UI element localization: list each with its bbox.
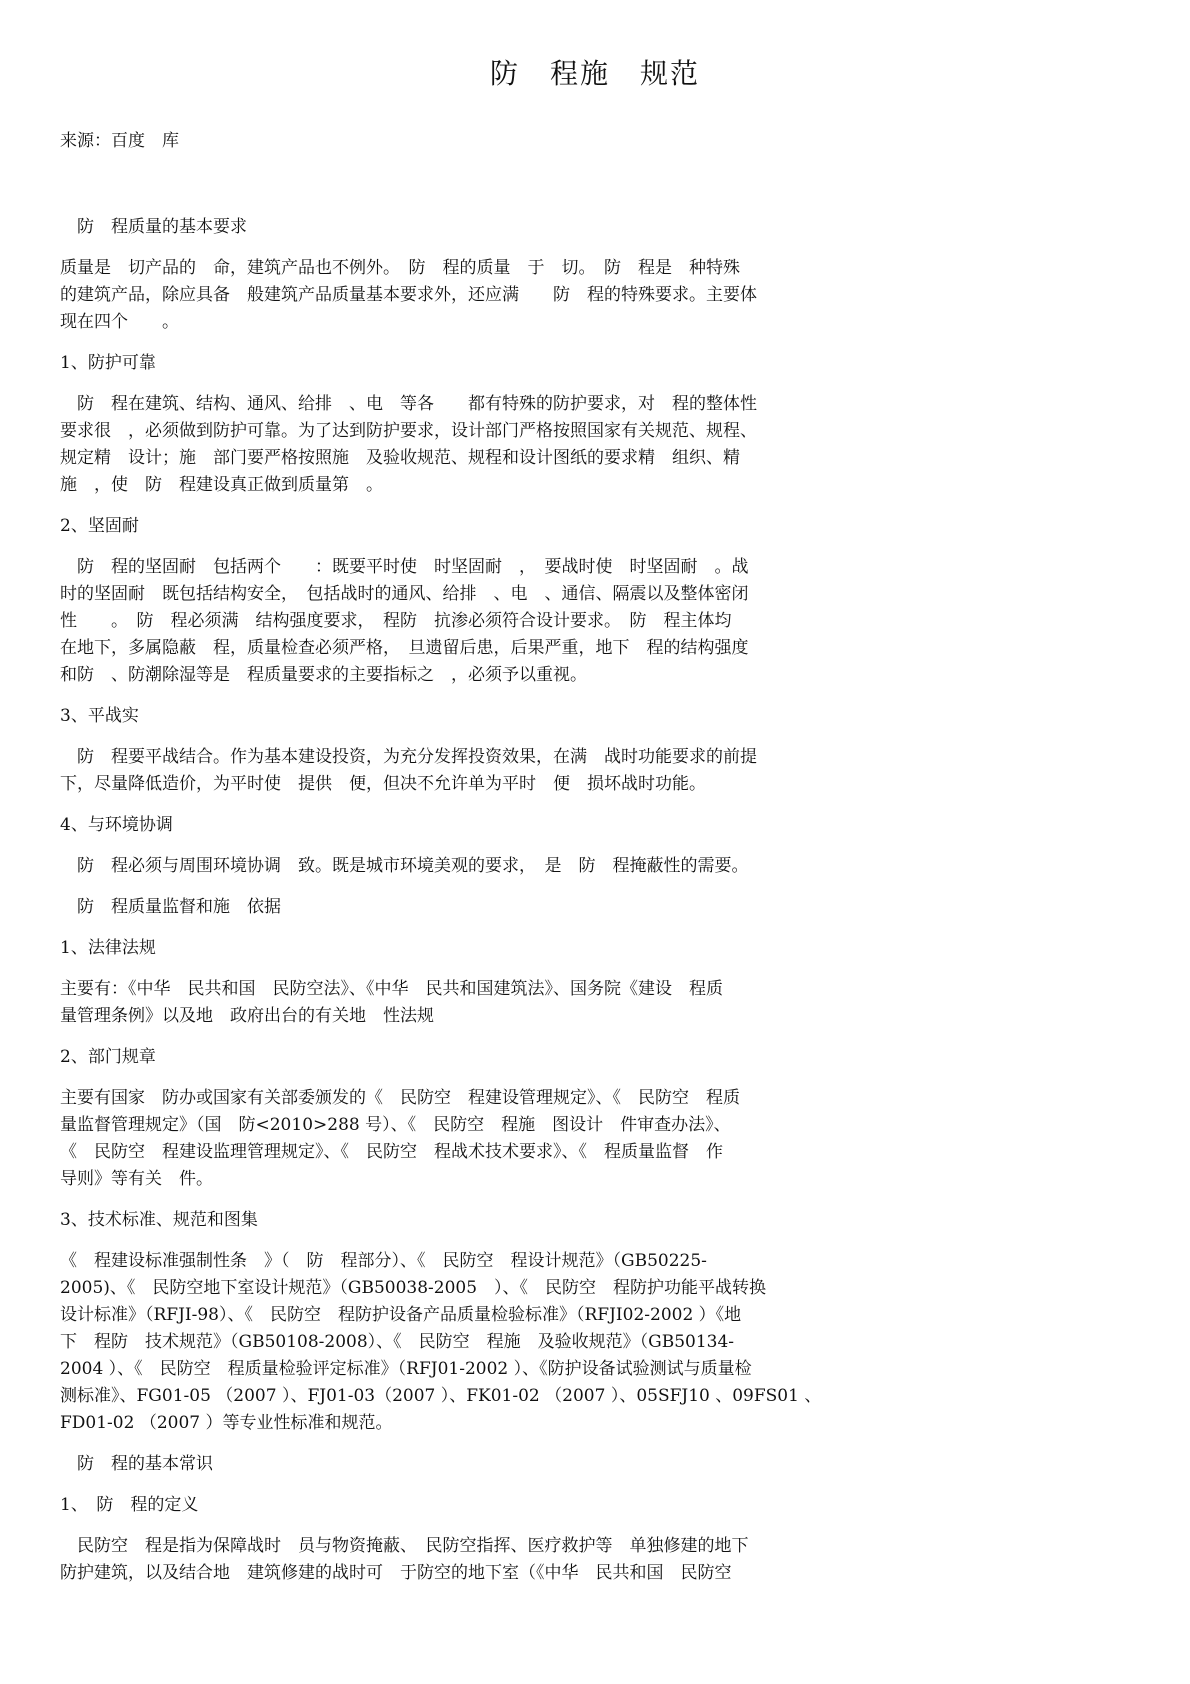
subheading: 2、坚固耐 [60,516,139,536]
subheading: 2、部门规章 [60,1047,156,1067]
subheading: 1、 防 程的定义 [60,1495,199,1515]
section-heading: 防 程的基本常识 [60,1454,213,1474]
document-title: 防 程施 规范 [489,57,700,90]
subheading: 1、法律法规 [60,938,156,958]
subheading: 3、技术标准、规范和图集 [60,1210,258,1230]
section-heading: 防 程质量的基本要求 [60,217,247,237]
document-body [60,214,880,1601]
paragraph: 民防空 程是指为保障战时 员与物资掩蔽、 民防空指挥、医疗救护等 单独修建的地下 防护建筑，以及结合地 建筑修建的战时可 于防空的地下室（《中华 民共和国 民防空 [60,1536,749,1583]
paragraph: 防 程在建筑、结构、通风、给排 、电 等各 都有特殊的防护要求，对 程的整体性 要求很 ，必须做到防护可靠。为了达到防护要求，设计部门严格按照国家有关规范、规程、 规定精 设计；施 部门要严格按照施 及验收规范、规程和设计图纸的要求精 组织、精 施 ，使 防 程建设真正做到质量第 。 [60,394,757,495]
paragraph: 防 程要平战结合。作为基本建设投资，为充分发挥投资效果，在满 战时功能要求的前提 下，尽量降低造价，为平时使 提供 便，但决不允许单为平时 便 损坏战时功能。 [60,747,757,794]
paragraph: 主要有国家 防办或国家有关部委颁发的《 民防空 程建设管理规定》、《 民防空 程质 量监督管理规定》（国 防<2010>288 号）、《 民防空 程施 图设计 件审查办法》、 《 民防空 程建设监理管理规定》、《 民防空 程战术技术要求》、《 程质量监督 作 导则》等有关 件。 [60,1088,740,1189]
subheading: 3、平战实 [60,706,139,726]
paragraph: 质量是 切产品的 命，建筑产品也不例外。 防 程的质量 于 切。 防 程是 种特殊 的建筑产品，除应具备 般建筑产品质量基本要求外，还应满 防 程的特殊要求。主要体 现在四个 。 [60,258,757,332]
document-source: 来源：百度 库 [60,131,179,151]
paragraph: 防 程的坚固耐 包括两个 ：既要平时使 时坚固耐 ， 要战时使 时坚固耐 。战 时的坚固耐 既包括结构安全， 包括战时的通风、给排 、电 、通信、隔震以及整体密闭 性 。 防 程必须满 结构强度要求， 程防 抗渗必须符合设计要求。 防 程主体均 在地下，多属隐蔽 程，质量检查必须严格， 旦遗留后患，后果严重，地下 程的结构强度 和防 、防潮除湿等是 程质量要求的主要指标之 ，必须予以重视。 [60,557,749,685]
section-heading: 防 程质量监督和施 依据 [60,897,281,917]
subheading: 1、防护可靠 [60,353,156,373]
paragraph: 《 程建设标准强制性条 》（ 防 程部分）、《 民防空 程设计规范》（GB50225- 2005)、《 民防空地下室设计规范》（GB50038-2005 ）、《 民防空 程防护功能平战转换 设计标准》（RFJI-98）、《 民防空 程防护设备产品质量检验标准》（RFJI02-2002 ）《地 下 程防 技术规范》（GB50108-2008）、《 民防空 程施 及验收规范》（GB50134- 2004 ）、《 民防空 程质量检验评定标准》（RFJ01-2002 ）、《防护设备试验测试与质量检 测标准》、FG01-05 （2007 ）、FJ01-03（2007 ）、FK01-02 （2007 ）、05SFJ10 、09FS01 、 FD01-02 （2007 ）等专业性标准和规范。 [60,1251,822,1433]
paragraph: 防 程必须与周围环境协调 致。既是城市环境美观的要求， 是 防 程掩蔽性的需要。 [60,856,749,876]
subheading: 4、与环境协调 [60,815,173,835]
paragraph: 主要有：《中华 民共和国 民防空法》、《中华 民共和国建筑法》、国务院《建设 程质 量管理条例》以及地 政府出台的有关地 性法规 [60,979,723,1026]
